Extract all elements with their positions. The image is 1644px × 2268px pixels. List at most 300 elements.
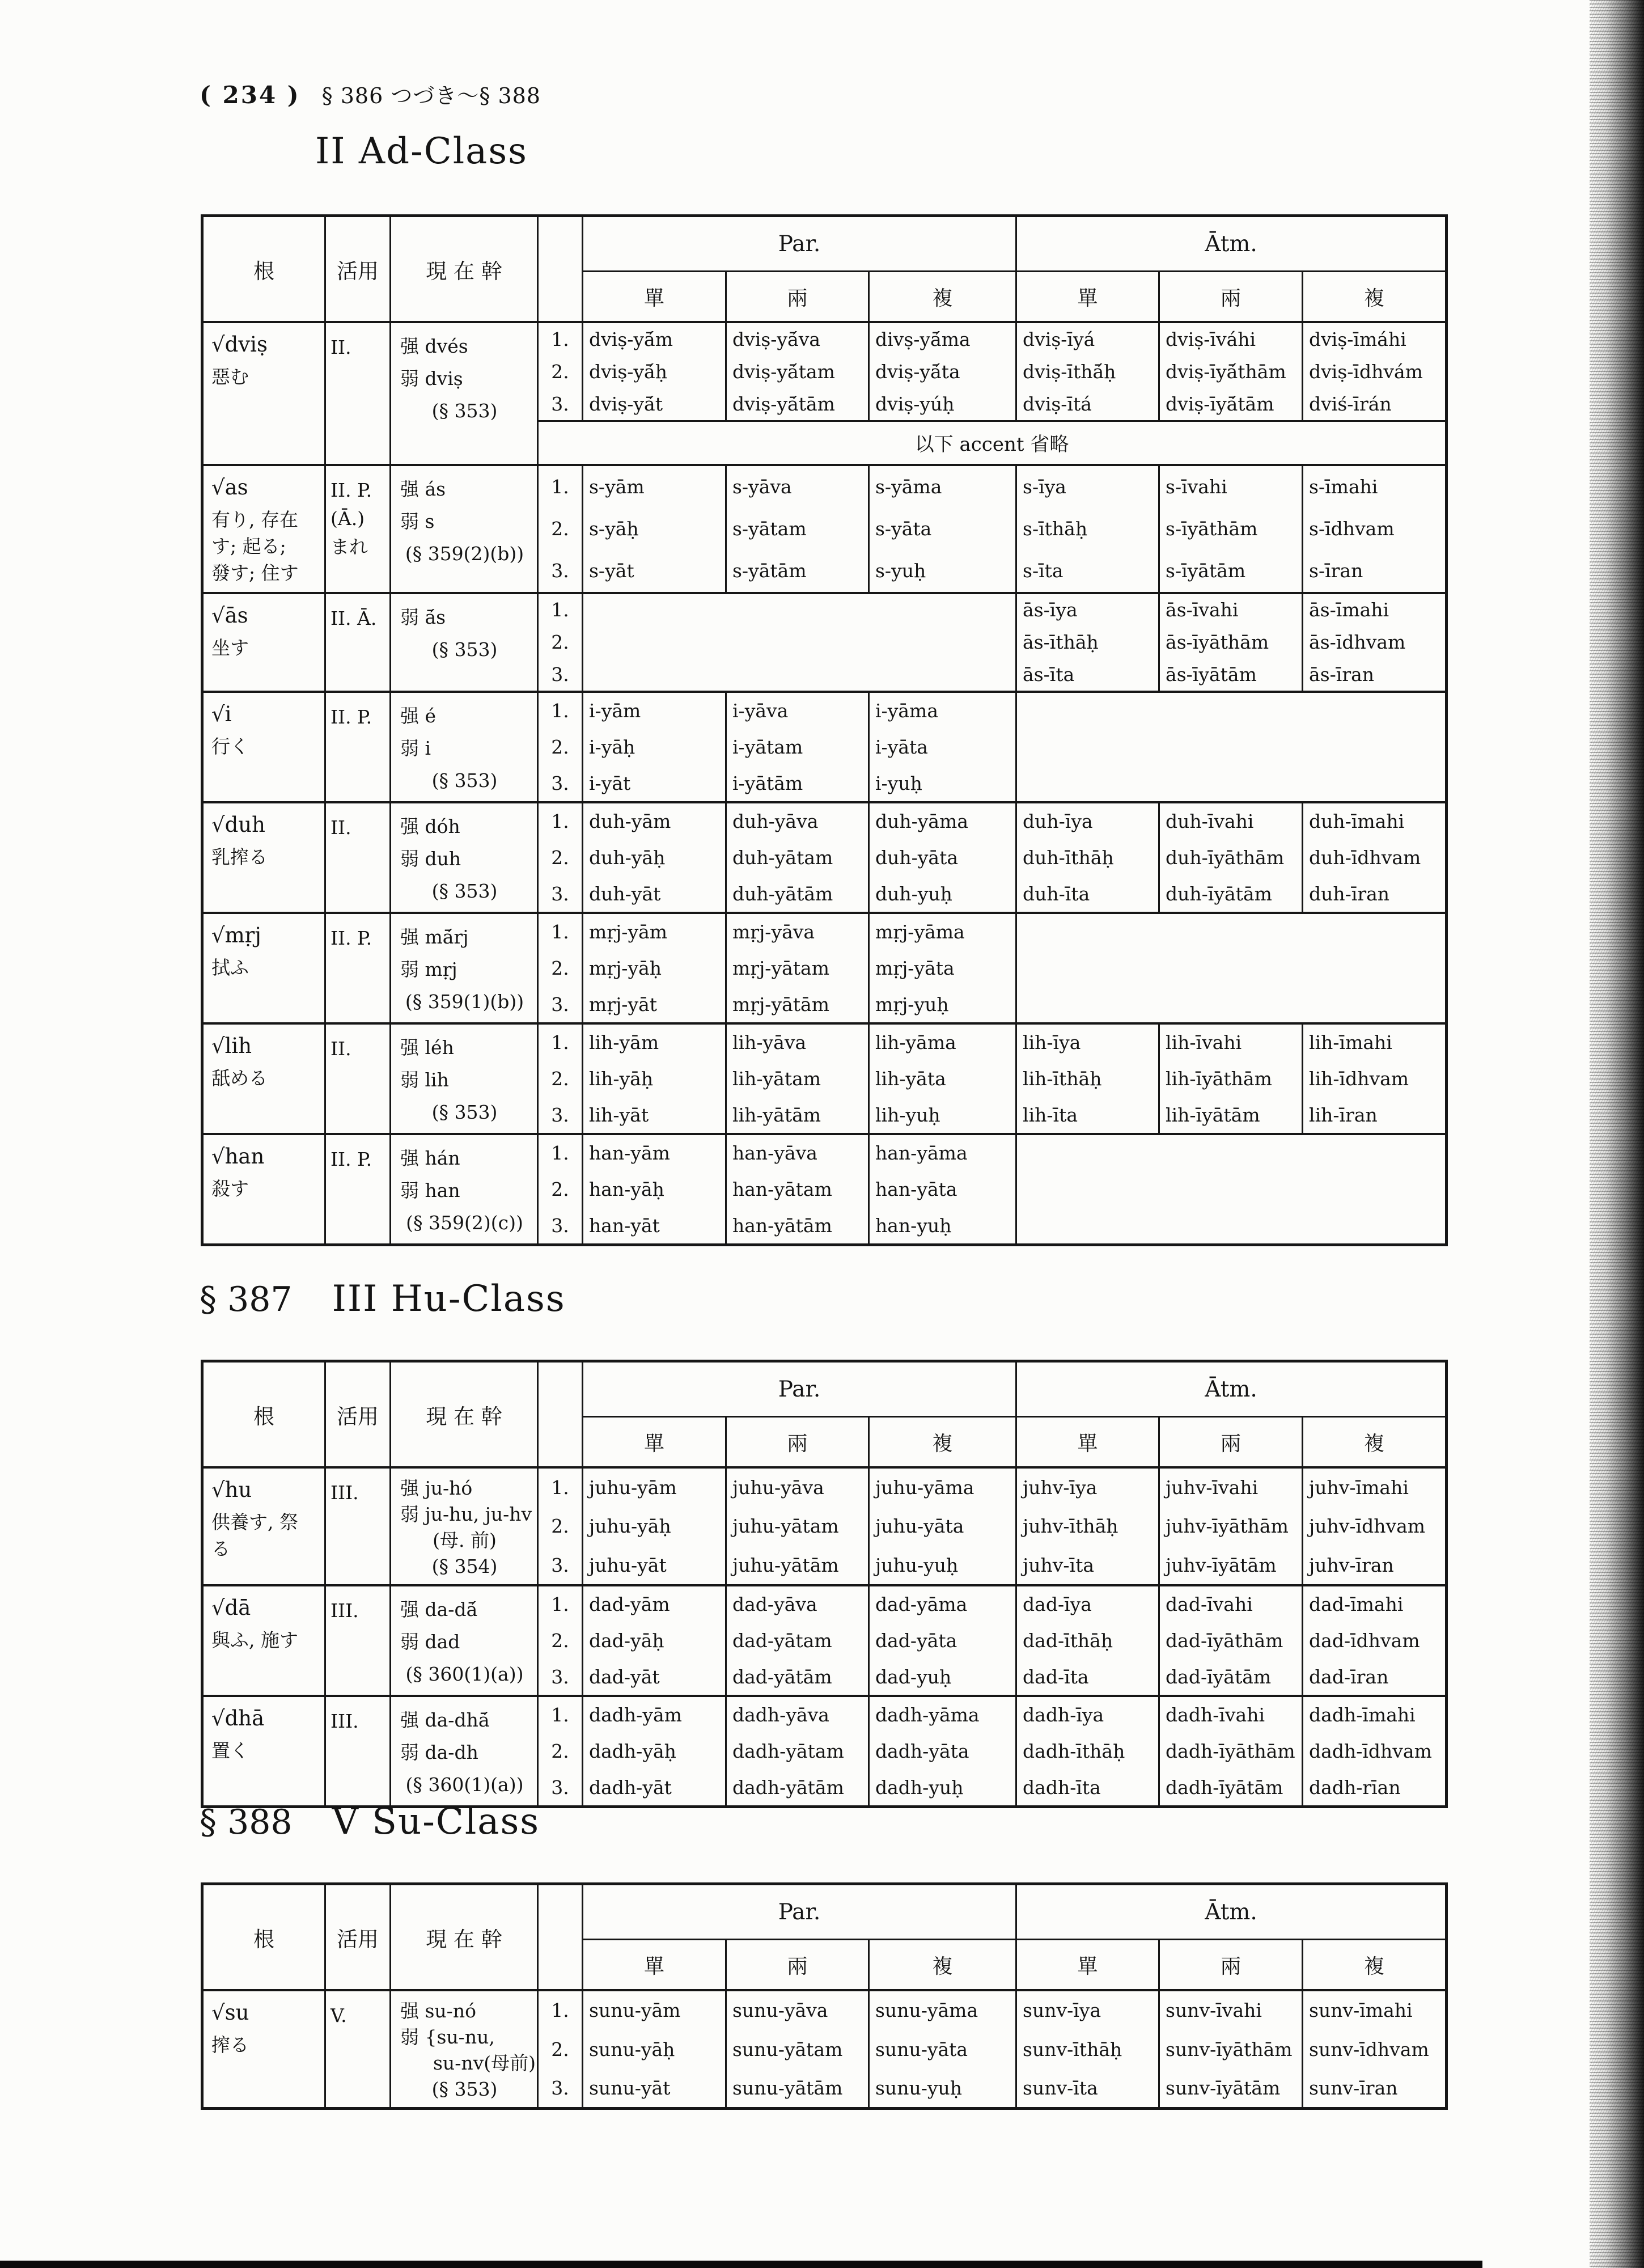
header-person-number	[538, 1361, 583, 1468]
header-atmanepada: Ātm.	[1016, 1884, 1447, 1940]
cell-atm-du: sunv-īvahi	[1159, 1990, 1303, 2030]
cell-par-sg: sunu-yāḥ	[583, 2030, 726, 2070]
cell-person-number: 2.	[538, 950, 583, 987]
cell-conjugation	[325, 465, 391, 593]
cell-atm-pl: juhv-īdhvam	[1303, 1507, 1447, 1546]
section-title: II Ad-Class	[315, 130, 528, 172]
stem-text: (母. 前)	[433, 1529, 497, 1551]
stem-text: 弱 dviṣ	[400, 367, 463, 390]
cell-par-sg: lih-yāt	[583, 1097, 726, 1134]
cell-person-number: 3.	[538, 987, 583, 1023]
cell-person-number: 1.	[538, 913, 583, 950]
header-atm-du: 兩	[1159, 272, 1303, 323]
cell-present-stem	[391, 913, 538, 1023]
stem-text: (§ 354)	[431, 1555, 498, 1577]
root-meaning: 行く	[211, 735, 249, 758]
cell-par-du: i-yātām	[726, 765, 869, 802]
cell-atm-sg: dad-īya	[1016, 1585, 1159, 1622]
root-text: √i	[211, 701, 232, 726]
stem-text: 弱 duh	[400, 847, 461, 870]
cell-par-pl: mṛj-yāma	[869, 913, 1016, 950]
cell-par-du: dad-yātam	[726, 1622, 869, 1659]
root-meaning: 舐める	[211, 1067, 268, 1089]
header-root: 根	[202, 216, 325, 323]
cell-par-pl: s-yāma	[869, 465, 1016, 507]
cell-par-du: sunu-yātam	[726, 2030, 869, 2070]
cell-atm-empty	[1016, 913, 1447, 1023]
cell-person-number: 3.	[538, 876, 583, 913]
cell-atm-du: ās-īvahi	[1159, 593, 1303, 626]
cell-par-du: duh-yātām	[726, 876, 869, 913]
stem-text: 强 da-dhā́	[400, 1709, 490, 1731]
cell-present-stem	[391, 692, 538, 802]
stem-text: 强 léh	[400, 1036, 454, 1059]
conjugation-text: II. P.	[331, 479, 372, 501]
stem-text: 弱 dad	[400, 1631, 460, 1653]
root-text: √mṛj	[211, 923, 261, 947]
cell-atm-sg: s-īya	[1016, 465, 1159, 507]
cell-par-pl: dad-yāta	[869, 1622, 1016, 1659]
stem-text: 强 é	[400, 704, 437, 727]
cell-atm-pl: duh-īran	[1303, 876, 1447, 913]
cell-atm-sg: dadh-īya	[1016, 1696, 1159, 1733]
cell-present-stem	[391, 322, 538, 465]
cell-par-pl: sunu-yāma	[869, 1990, 1016, 2030]
cell-atm-sg: duh-īta	[1016, 876, 1159, 913]
cell-atm-pl: sunv-īran	[1303, 2069, 1447, 2109]
cell-person-number: 2.	[538, 355, 583, 388]
cell-par-du: i-yāva	[726, 692, 869, 729]
root-text: √lih	[211, 1033, 252, 1058]
row-group-han	[202, 1134, 1447, 1245]
cell-par-sg: dad-yāt	[583, 1659, 726, 1696]
cell-par-sg: han-yām	[583, 1134, 726, 1171]
stem-text: 弱 {su-nu,	[400, 2026, 495, 2048]
section-range: § 386 つづき～§ 388	[321, 83, 541, 108]
cell-par-sg: sunu-yām	[583, 1990, 726, 2030]
cell-atm-pl: dad-īran	[1303, 1659, 1447, 1696]
cell-par-sg: mṛj-yāḥ	[583, 950, 726, 987]
cell-atm-sg: ās-īya	[1016, 593, 1159, 626]
cell-atm-sg: dviṣ-īyá	[1016, 322, 1159, 355]
cell-par-du: s-yātām	[726, 550, 869, 593]
section-heading-hu-class	[200, 1278, 566, 1320]
cell-atm-du: dadh-īvahi	[1159, 1696, 1303, 1733]
cell-par-sg: juhu-yāḥ	[583, 1507, 726, 1546]
cell-par-du: lih-yātām	[726, 1097, 869, 1134]
conjugation-text: V.	[331, 2004, 347, 2026]
conjugation-text: (Ā.)	[331, 507, 365, 530]
cell-person-number: 1.	[538, 465, 583, 507]
header-root: 根	[202, 1884, 325, 1991]
cell-par-sg: dadh-yāt	[583, 1770, 726, 1806]
cell-atm-sg: duh-īthāḥ	[1016, 839, 1159, 876]
row-group-su	[202, 1990, 1447, 2109]
section-number: § 388	[200, 1802, 293, 1842]
cell-person-number: 2.	[538, 626, 583, 659]
cell-par-pl: han-yuḥ	[869, 1208, 1016, 1245]
cell-par-sg: dad-yām	[583, 1585, 726, 1622]
cell-conjugation	[325, 1467, 391, 1585]
cell-par-du: dviṣ-yā́va	[726, 322, 869, 355]
cell-atm-du: duh-īyāthām	[1159, 839, 1303, 876]
cell-par-du: lih-yāva	[726, 1023, 869, 1060]
section-table-2	[201, 1882, 1448, 2110]
cell-conjugation	[325, 802, 391, 913]
cell-atm-du: duh-īyātām	[1159, 876, 1303, 913]
cell-conjugation	[325, 1023, 391, 1134]
cell-par-pl: divṣ-yā́ma	[869, 322, 1016, 355]
stem-text: 强 da-dā́	[400, 1598, 478, 1620]
conjugation-text: II.	[331, 816, 351, 839]
cell-par-pl: dviṣ-yúḥ	[869, 388, 1016, 421]
cell-par-du: dviṣ-yā́tām	[726, 388, 869, 421]
header-atm-sg: 單	[1016, 272, 1159, 323]
cell-present-stem	[391, 1023, 538, 1134]
header-atmanepada: Ātm.	[1016, 216, 1447, 272]
cell-person-number: 2.	[538, 839, 583, 876]
cell-par-du: dad-yātām	[726, 1659, 869, 1696]
cell-atm-sg: sunv-īta	[1016, 2069, 1159, 2109]
stem-text: (§ 353)	[431, 638, 498, 661]
cell-atm-pl: dviś-īrán	[1303, 388, 1447, 421]
cell-root	[202, 913, 325, 1023]
section-heading-ad-class	[315, 130, 528, 172]
conjugation-text: II. P.	[331, 705, 372, 728]
cell-par-sg: dviṣ-yā́ḥ	[583, 355, 726, 388]
cell-person-number: 1.	[538, 1990, 583, 2030]
header-atmanepada: Ātm.	[1016, 1361, 1447, 1417]
cell-person-number: 1.	[538, 322, 583, 355]
cell-root	[202, 1696, 325, 1807]
cell-present-stem	[391, 1134, 538, 1245]
root-meaning: 惡む	[211, 366, 249, 388]
section-heading-su-class	[200, 1801, 540, 1843]
cell-par-pl: i-yāma	[869, 692, 1016, 729]
cell-par-pl: sunu-yuḥ	[869, 2069, 1016, 2109]
cell-par-sg: dviṣ-yā́t	[583, 388, 726, 421]
conjugation-table-2	[201, 1882, 1448, 2110]
cell-atm-sg: dadh-īta	[1016, 1770, 1159, 1806]
cell-root	[202, 1990, 325, 2109]
root-text: √su	[211, 2000, 249, 2025]
cell-atm-pl: dadh-īdhvam	[1303, 1733, 1447, 1770]
cell-root	[202, 1023, 325, 1134]
conjugation-text: II.	[331, 336, 351, 358]
cell-atm-pl: dad-īmahi	[1303, 1585, 1447, 1622]
conjugation-text: II. Ā.	[331, 607, 377, 629]
cell-person-number: 1.	[538, 1134, 583, 1171]
cell-atm-du: lih-īyātām	[1159, 1097, 1303, 1134]
cell-par-pl: i-yāta	[869, 729, 1016, 765]
header-par-du: 兩	[726, 1417, 869, 1468]
cell-atm-sg: dad-īthāḥ	[1016, 1622, 1159, 1659]
header-parasmaipada: Par.	[583, 1361, 1016, 1417]
cell-root	[202, 465, 325, 593]
cell-conjugation	[325, 913, 391, 1023]
scan-bottom-bar	[0, 2261, 1482, 2268]
cell-par-du: i-yātam	[726, 729, 869, 765]
cell-person-number: 2.	[538, 1733, 583, 1770]
cell-atm-sg: juhv-īthāḥ	[1016, 1507, 1159, 1546]
cell-atm-sg: dad-īta	[1016, 1659, 1159, 1696]
cell-par-du: duh-yāva	[726, 802, 869, 839]
row-group-i	[202, 692, 1447, 802]
cell-person-number: 1.	[538, 1023, 583, 1060]
header-person-number	[538, 1884, 583, 1991]
header-par-du: 兩	[726, 1940, 869, 1991]
root-meaning: 有り, 存在	[211, 508, 298, 531]
cell-person-number: 1.	[538, 802, 583, 839]
cell-par-pl: dadh-yuḥ	[869, 1770, 1016, 1806]
stem-text: (§ 360(1)(a))	[405, 1774, 524, 1796]
stem-text: (§ 353)	[431, 2078, 498, 2100]
cell-conjugation	[325, 322, 391, 465]
cell-par-sg: duh-yāt	[583, 876, 726, 913]
root-text: √han	[211, 1144, 265, 1169]
header-person-number	[538, 216, 583, 323]
root-text: √dā	[211, 1596, 251, 1620]
cell-par-sg: dadh-yām	[583, 1696, 726, 1733]
stem-text: (§ 359(1)(b))	[405, 990, 524, 1013]
cell-conjugation	[325, 692, 391, 802]
header-conjugation: 活用	[325, 1361, 391, 1468]
cell-person-number: 3.	[538, 388, 583, 421]
cell-atm-du: dadh-īyāthām	[1159, 1733, 1303, 1770]
cell-par-pl: dviṣ-yā́ta	[869, 355, 1016, 388]
cell-person-number: 3.	[538, 1546, 583, 1585]
row-group-as	[202, 465, 1447, 593]
root-meaning: る	[211, 1538, 230, 1560]
cell-present-stem	[391, 1467, 538, 1585]
cell-atm-pl: dadh-īmahi	[1303, 1696, 1447, 1733]
cell-person-number: 3.	[538, 765, 583, 802]
stem-text: 弱 lih	[400, 1068, 449, 1091]
cell-par-sg: han-yāḥ	[583, 1171, 726, 1208]
cell-atm-du: s-īyātām	[1159, 550, 1303, 593]
cell-atm-sg: s-īta	[1016, 550, 1159, 593]
cell-person-number: 2.	[538, 729, 583, 765]
cell-par-pl: juhu-yuḥ	[869, 1546, 1016, 1585]
cell-atm-du: ās-īyāthām	[1159, 626, 1303, 659]
cell-atm-pl: sunv-īmahi	[1303, 1990, 1447, 2030]
cell-par-pl: dad-yuḥ	[869, 1659, 1016, 1696]
cell-atm-du: s-īyāthām	[1159, 507, 1303, 550]
header-conjugation: 活用	[325, 216, 391, 323]
root-text: √dhā	[211, 1706, 265, 1730]
cell-par-du: mṛj-yāva	[726, 913, 869, 950]
cell-atm-du: juhv-īvahi	[1159, 1467, 1303, 1507]
cell-atm-sg: lih-īya	[1016, 1023, 1159, 1060]
cell-atm-du: dviṣ-īyā́tām	[1159, 388, 1303, 421]
section-title: III Hu-Class	[332, 1278, 566, 1320]
cell-par-du: dadh-yātam	[726, 1733, 869, 1770]
cell-par-du: han-yātām	[726, 1208, 869, 1245]
stem-text: (§ 353)	[431, 879, 498, 902]
cell-atm-pl: juhv-īmahi	[1303, 1467, 1447, 1507]
stem-text: su-nv(母前)	[433, 2052, 536, 2074]
stem-text: 强 dvés	[400, 335, 468, 357]
cell-atm-pl: dad-īdhvam	[1303, 1622, 1447, 1659]
cell-par-sg: dad-yāḥ	[583, 1622, 726, 1659]
cell-root	[202, 1467, 325, 1585]
cell-atm-pl: dadh-rīan	[1303, 1770, 1447, 1806]
cell-atm-du: duh-īvahi	[1159, 802, 1303, 839]
cell-par-pl: duh-yuḥ	[869, 876, 1016, 913]
cell-atm-du: lih-īyāthām	[1159, 1060, 1303, 1097]
stem-text: 强 hán	[400, 1146, 460, 1169]
cell-par-empty	[583, 593, 1016, 692]
stem-text: 强 ju-hó	[400, 1477, 473, 1499]
cell-par-pl: i-yuḥ	[869, 765, 1016, 802]
stem-text: (§ 360(1)(a))	[405, 1663, 524, 1685]
cell-atm-pl: dviṣ-īdhvám	[1303, 355, 1447, 388]
cell-atm-sg: dviṣ-īthā́ḥ	[1016, 355, 1159, 388]
cell-atm-sg: sunv-īya	[1016, 1990, 1159, 2030]
root-meaning: 與ふ, 施す	[211, 1629, 298, 1651]
cell-conjugation	[325, 1990, 391, 2109]
header-present-stem: 現 在 幹	[391, 1884, 538, 1991]
stem-text: 强 dóh	[400, 815, 460, 837]
cell-par-du: dadh-yāva	[726, 1696, 869, 1733]
accent-note: 以下 accent 省略	[538, 421, 1447, 465]
cell-par-pl: mṛj-yuḥ	[869, 987, 1016, 1023]
cell-person-number: 3.	[538, 1208, 583, 1245]
cell-par-pl: sunu-yāta	[869, 2030, 1016, 2070]
stem-text: 强 mā́rj	[400, 925, 469, 948]
cell-atm-pl: ās-īdhvam	[1303, 626, 1447, 659]
cell-atm-pl: lih-īran	[1303, 1097, 1447, 1134]
cell-par-pl: duh-yāma	[869, 802, 1016, 839]
scan-edge-noise	[1590, 0, 1644, 2268]
cell-person-number: 3.	[538, 1097, 583, 1134]
row-group-dhā	[202, 1696, 1447, 1807]
row-group-mṛj	[202, 913, 1447, 1023]
cell-atm-du: dad-īyātām	[1159, 1659, 1303, 1696]
root-meaning: 發す; 住す	[211, 561, 299, 584]
cell-par-du: s-yāva	[726, 465, 869, 507]
cell-par-sg: i-yām	[583, 692, 726, 729]
root-text: √as	[211, 475, 248, 500]
header-atm-sg: 單	[1016, 1417, 1159, 1468]
cell-par-sg: han-yāt	[583, 1208, 726, 1245]
cell-par-du: duh-yātam	[726, 839, 869, 876]
cell-par-pl: juhu-yāma	[869, 1467, 1016, 1507]
cell-person-number: 3.	[538, 1659, 583, 1696]
cell-present-stem	[391, 1990, 538, 2109]
row-group-duh	[202, 802, 1447, 913]
cell-par-pl: s-yāta	[869, 507, 1016, 550]
cell-atm-pl: duh-īmahi	[1303, 802, 1447, 839]
cell-person-number: 3.	[538, 2069, 583, 2109]
page-header	[200, 78, 541, 109]
root-meaning: 供養す, 祭	[211, 1511, 298, 1533]
stem-text: 弱 s	[400, 510, 435, 532]
cell-atm-du: s-īvahi	[1159, 465, 1303, 507]
stem-text: (§ 359(2)(c))	[406, 1211, 523, 1234]
stem-text: (§ 359(2)(b))	[405, 542, 524, 565]
cell-person-number: 2.	[538, 1507, 583, 1546]
cell-par-pl: lih-yuḥ	[869, 1097, 1016, 1134]
cell-person-number: 2.	[538, 1171, 583, 1208]
root-meaning: 乳搾る	[211, 845, 268, 868]
conjugation-text: II.	[331, 1037, 351, 1060]
conjugation-text: III.	[331, 1600, 359, 1622]
cell-par-pl: s-yuḥ	[869, 550, 1016, 593]
cell-par-sg: juhu-yām	[583, 1467, 726, 1507]
cell-par-pl: mṛj-yāta	[869, 950, 1016, 987]
row-group-dā	[202, 1585, 1447, 1696]
cell-root	[202, 802, 325, 913]
cell-atm-sg: dviṣ-ītá	[1016, 388, 1159, 421]
header-atm-pl: 複	[1303, 272, 1447, 323]
cell-atm-sg: ās-īthāḥ	[1016, 626, 1159, 659]
cell-par-du: dad-yāva	[726, 1585, 869, 1622]
cell-atm-du: lih-īvahi	[1159, 1023, 1303, 1060]
stem-text: (§ 353)	[431, 769, 498, 792]
cell-atm-sg: ās-īta	[1016, 659, 1159, 692]
header-par-sg: 單	[583, 1940, 726, 1991]
cell-par-pl: dad-yāma	[869, 1585, 1016, 1622]
cell-par-sg: duh-yāḥ	[583, 839, 726, 876]
root-text: √duh	[211, 812, 265, 837]
root-meaning: 坐す	[211, 636, 249, 659]
header-atm-du: 兩	[1159, 1417, 1303, 1468]
cell-atm-pl: lih-īdhvam	[1303, 1060, 1447, 1097]
cell-atm-du: sunv-īyāthām	[1159, 2030, 1303, 2070]
cell-par-du: s-yātam	[726, 507, 869, 550]
header-par-pl: 複	[869, 1417, 1016, 1468]
cell-root	[202, 692, 325, 802]
cell-atm-sg: juhv-īya	[1016, 1467, 1159, 1507]
row-group-dviṣ	[202, 322, 1447, 465]
stem-text: 弱 ā́s	[400, 606, 446, 628]
cell-atm-sg: juhv-īta	[1016, 1546, 1159, 1585]
cell-par-du: lih-yātam	[726, 1060, 869, 1097]
section-number: § 387	[200, 1280, 293, 1319]
header-parasmaipada: Par.	[583, 216, 1016, 272]
cell-atm-pl: ās-īran	[1303, 659, 1447, 692]
root-text: √ās	[211, 603, 248, 628]
section-table-0	[201, 214, 1448, 1246]
stem-text: 弱 i	[400, 737, 431, 759]
cell-atm-pl: lih-īmahi	[1303, 1023, 1447, 1060]
cell-par-du: juhu-yātām	[726, 1546, 869, 1585]
header-parasmaipada: Par.	[583, 1884, 1016, 1940]
cell-par-sg: s-yāḥ	[583, 507, 726, 550]
cell-atm-du: ās-īyātām	[1159, 659, 1303, 692]
cell-par-sg: dviṣ-yā́m	[583, 322, 726, 355]
cell-person-number: 3.	[538, 1770, 583, 1806]
conjugation-text: II. P.	[331, 926, 372, 949]
cell-atm-pl: dviṣ-īmáhi	[1303, 322, 1447, 355]
cell-atm-pl: ās-īmahi	[1303, 593, 1447, 626]
header-par-sg: 單	[583, 272, 726, 323]
cell-par-sg: i-yāḥ	[583, 729, 726, 765]
conjugation-text: III.	[331, 1710, 359, 1732]
root-meaning: 搾る	[211, 2034, 249, 2056]
row-group-hu	[202, 1467, 1447, 1585]
stem-text: (§ 353)	[431, 1101, 498, 1123]
header-conjugation: 活用	[325, 1884, 391, 1991]
cell-par-du: juhu-yātam	[726, 1507, 869, 1546]
cell-atm-empty	[1016, 692, 1447, 802]
cell-par-sg: dadh-yāḥ	[583, 1733, 726, 1770]
cell-atm-du: dadh-īyātām	[1159, 1770, 1303, 1806]
root-meaning: 置く	[211, 1740, 249, 1762]
cell-par-sg: juhu-yāt	[583, 1546, 726, 1585]
header-atm-pl: 複	[1303, 1940, 1447, 1991]
